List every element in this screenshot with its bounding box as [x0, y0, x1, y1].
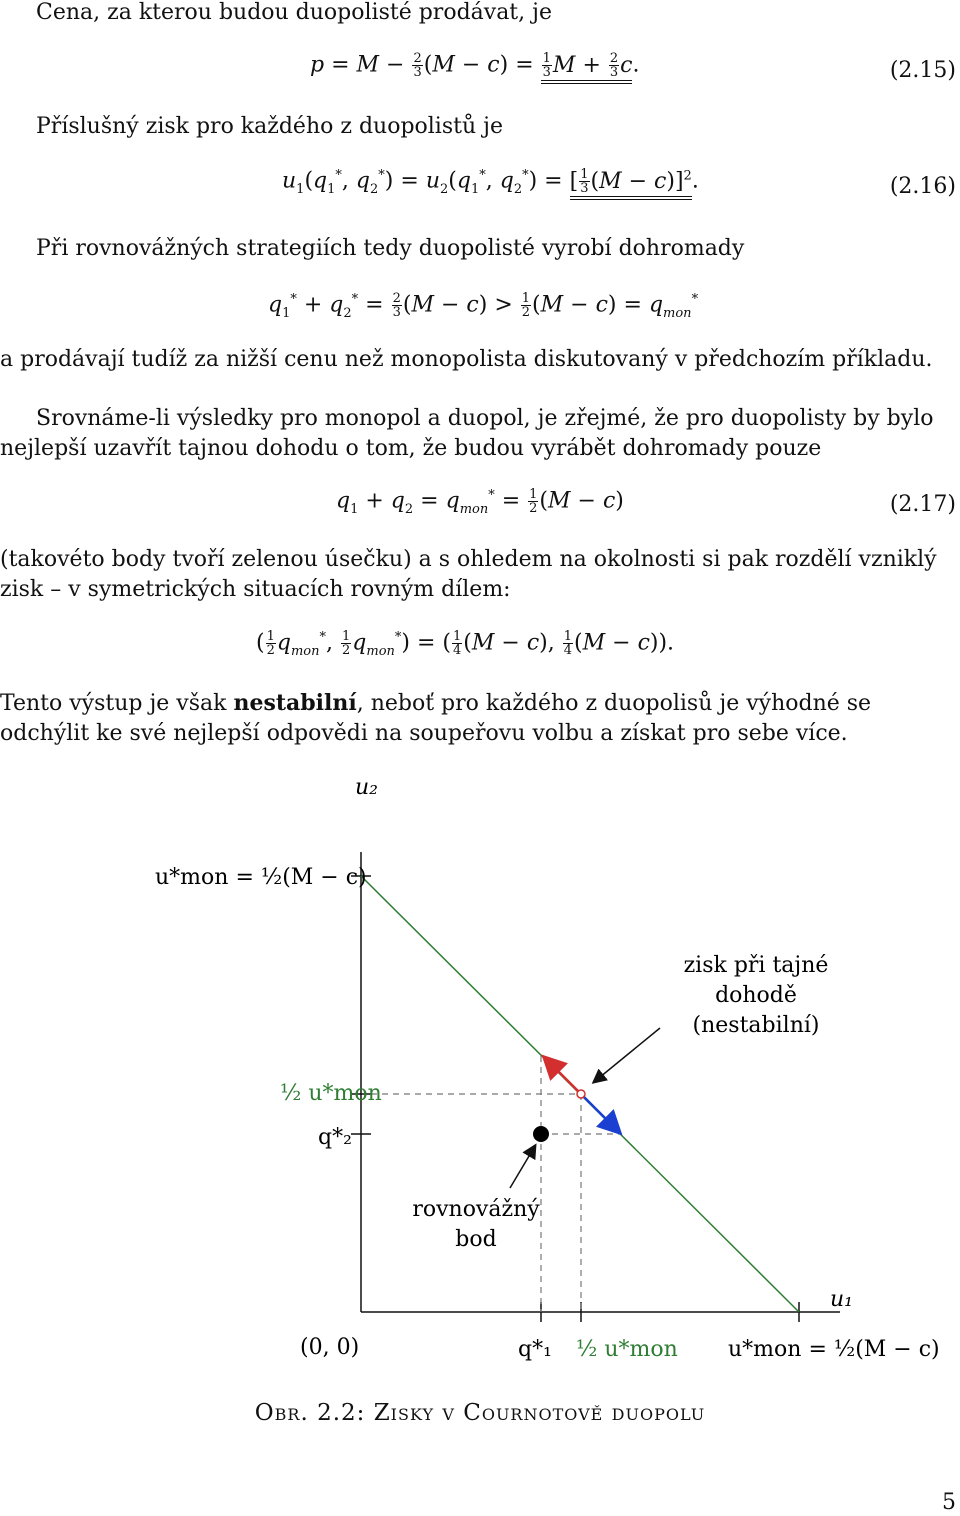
cournot-figure: [0, 760, 960, 1460]
secret-note-line1: zisk při tajné: [683, 953, 829, 978]
figure-caption: Obr. 2.2: Zisky v Cournotově duopolu: [254, 1400, 706, 1426]
page-number: 5: [942, 1490, 956, 1515]
x-half-label: ½ u*mon: [576, 1337, 678, 1362]
x-q1-label: q*₁: [518, 1337, 552, 1362]
axis-y-label: u₂: [355, 775, 378, 800]
equation-2-15: p = M − $\frac{2}{3}$ (M − c) = $\frac{1}{3}$ M + $\frac{2}{3}$ c.: [310, 52, 639, 79]
equation-split: ( $\frac{1}{2}$ $q_{mon}^*$, $\frac{1}{2}$ $q_{mon}^*$) = ( $\frac{1}{4}$ (M − c), $\frac{1}{4}$ (M − c)).: [256, 629, 675, 659]
equation-total-output: $q_1^* + q_2^*$ = $\frac{2}{3}$ (M − c) > $\frac{1}{2}$ $(M - c) = q_{mon}^*$: [268, 291, 699, 321]
unstable-pre: Tento výstup je však: [0, 691, 234, 716]
unstable-bold: nestabilní: [233, 690, 357, 716]
origin-label: (0, 0): [300, 1335, 360, 1360]
secret-note-line2: dohodě: [715, 983, 797, 1008]
y-top-label: u*mon = ½(M − c): [155, 865, 367, 890]
paragraph-price: Cena, za kterou budou duopolisté prodávat, je: [36, 0, 552, 25]
equation-number-2-16: (2.16): [889, 174, 956, 199]
unstable-post: , neboť pro každého z duopolisů je výhodné se odchýlit ke své nejlepší odpovědi na soupeřovu volbu a získat pro sebe více.: [0, 691, 872, 746]
paragraph-comparison: Srovnáme-li výsledky pro monopol a duopol, je zřejmé, že pro duopolisty by bylo nejlepší uzavřít tajnou dohodu o tom, že budou vyrábět dohromady pouze: [0, 406, 934, 461]
secret-note-line3: (nestabilní): [692, 1013, 820, 1038]
paragraph-equilibrium: Při rovnovážných strategiích tedy duopolisté vyrobí dohromady: [36, 236, 745, 261]
equilibrium-point: [533, 1126, 549, 1142]
paragraph-profit: Příslušný zisk pro každého z duopolistů je: [36, 114, 503, 139]
equation-2-17: $q_1 + q_2 = q_{mon}^*$ = $\frac{1}{2}$ (M − c): [336, 487, 624, 517]
x-right-label: u*mon = ½(M − c): [728, 1337, 940, 1362]
axis-x-label: u₁: [830, 1287, 853, 1312]
eq-note-line1: rovnovážný: [412, 1197, 540, 1222]
paragraph-lower-price: a prodávají tudíž za nižší cenu než monopolista diskutovaný v předchozím příkladu.: [0, 347, 933, 372]
secret-deal-point: [577, 1090, 585, 1098]
secret-note-arrow: [594, 1028, 660, 1082]
red-arrow: [545, 1058, 581, 1094]
y-q2-label: q*₂: [318, 1125, 352, 1150]
eq-note-line2: bod: [455, 1227, 497, 1252]
paragraph-green-segment: (takovéto body tvoří zelenou úsečku) a s ohledem na okolnosti si pak rozdělí vzniklý zisk – v symetrických situacích rovným dílem:: [0, 547, 937, 602]
paragraph-unstable: [0, 688, 958, 749]
y-half-label: ½ u*mon: [280, 1081, 382, 1106]
blue-arrow: [581, 1094, 619, 1132]
eq-note-arrow: [510, 1146, 535, 1188]
equation-number-2-15: (2.15): [889, 58, 956, 83]
equation-number-2-17: (2.17): [889, 492, 956, 517]
equation-2-16: $u_1(q_1^*$, $q_2^*) = u_2(q_1^*$, $q_2^*$) = [ $\frac{1}{3}$ (M − c)]$^2$.: [282, 168, 699, 197]
